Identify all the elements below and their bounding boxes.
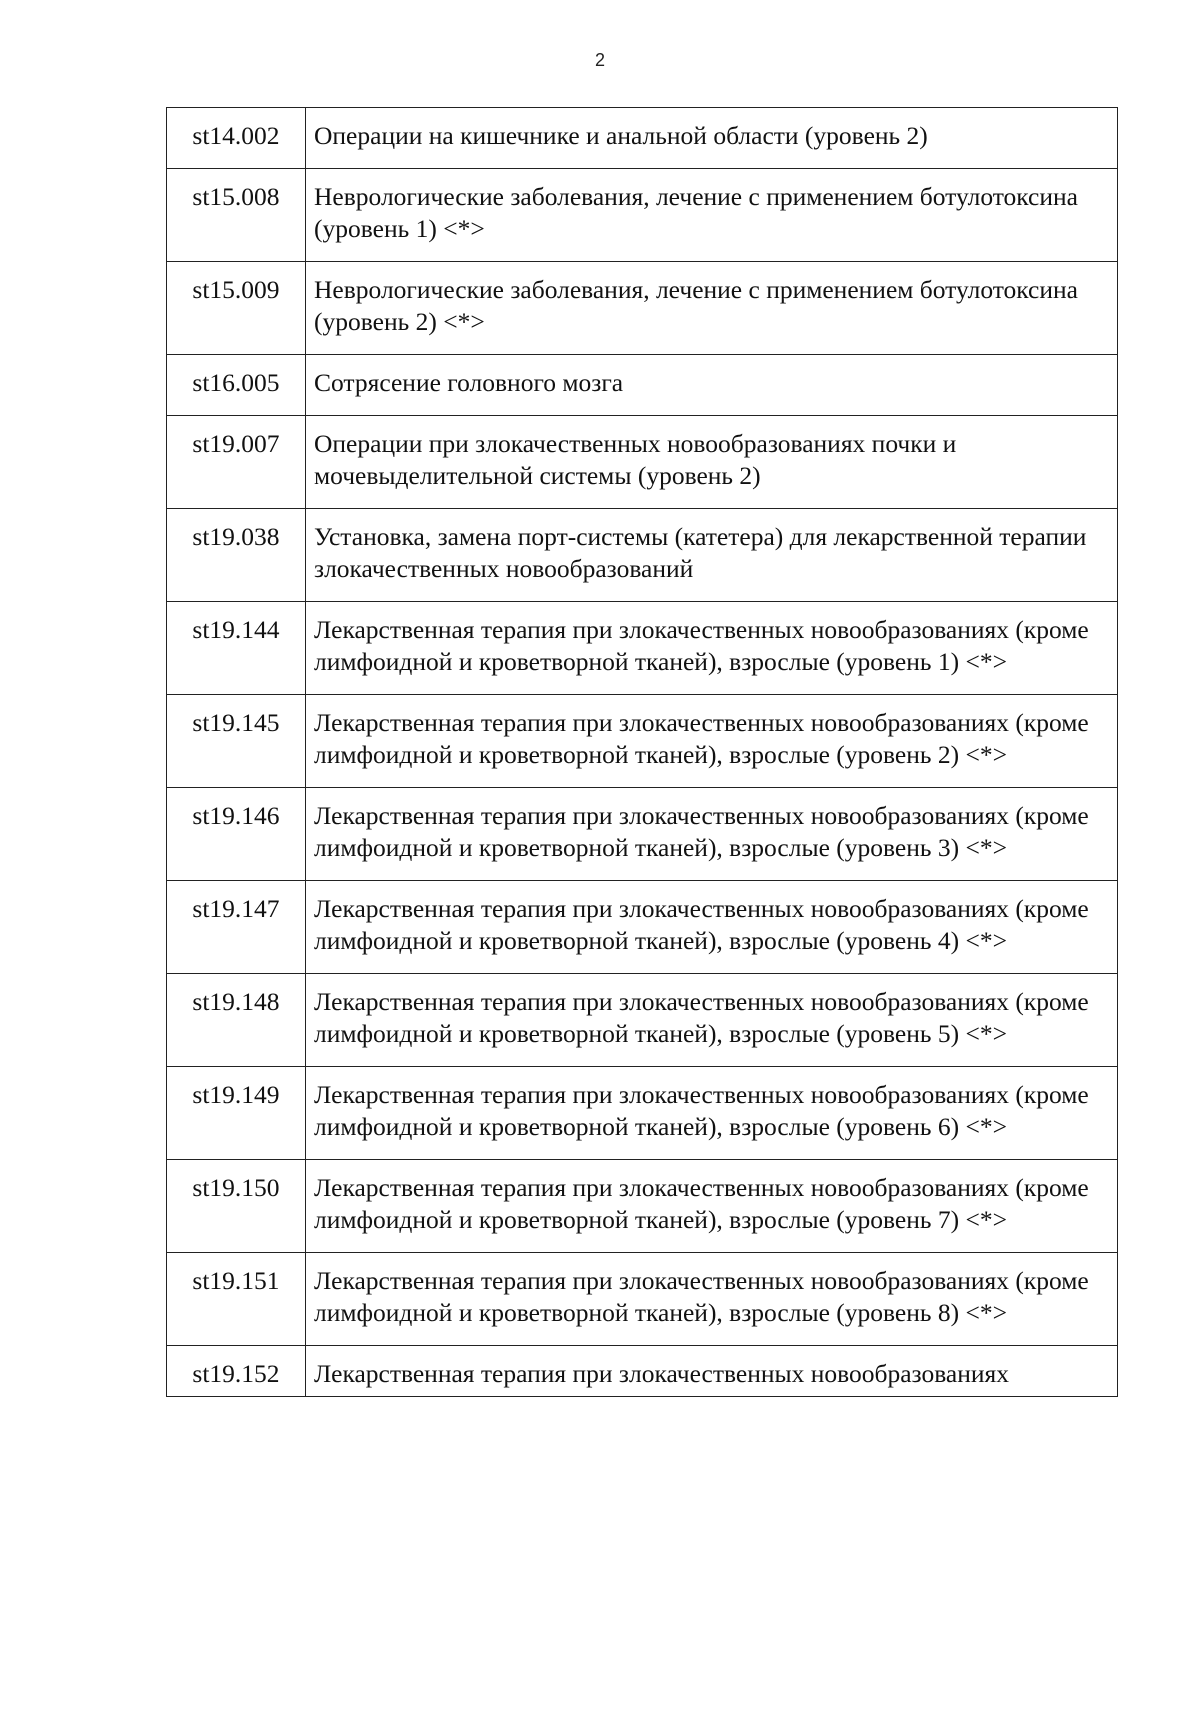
row-description: Операции на кишечнике и анальной области (уровень 2) bbox=[306, 108, 1118, 169]
row-code: st19.148 bbox=[167, 974, 306, 1067]
row-code: st19.147 bbox=[167, 881, 306, 974]
table-row bbox=[167, 262, 1118, 355]
row-description: Лекарственная терапия при злокачественных новообразованиях (кроме лимфоидной и кроветворной тканей), взрослые (уровень 8) <*> bbox=[306, 1253, 1118, 1346]
table-row bbox=[167, 1253, 1118, 1346]
row-code: st19.144 bbox=[167, 602, 306, 695]
row-code: st14.002 bbox=[167, 108, 306, 169]
table-row bbox=[167, 881, 1118, 974]
row-description: Лекарственная терапия при злокачественных новообразованиях (кроме лимфоидной и кроветворной тканей), взрослые (уровень 3) <*> bbox=[306, 788, 1118, 881]
table-row bbox=[167, 695, 1118, 788]
table-row bbox=[167, 974, 1118, 1067]
table-row bbox=[167, 416, 1118, 509]
row-code: st19.038 bbox=[167, 509, 306, 602]
table-row bbox=[167, 788, 1118, 881]
row-code: st19.007 bbox=[167, 416, 306, 509]
row-description: Лекарственная терапия при злокачественных новообразованиях (кроме лимфоидной и кроветворной тканей), взрослые (уровень 5) <*> bbox=[306, 974, 1118, 1067]
table-row bbox=[167, 602, 1118, 695]
table-row bbox=[167, 355, 1118, 416]
row-description: Лекарственная терапия при злокачественных новообразованиях (кроме лимфоидной и кроветворной тканей), взрослые (уровень 7) <*> bbox=[306, 1160, 1118, 1253]
table-row bbox=[167, 509, 1118, 602]
tariff-table bbox=[166, 107, 1118, 1397]
row-description: Операции при злокачественных новообразованиях почки и мочевыделительной системы (уровень 2) bbox=[306, 416, 1118, 509]
row-description: Неврологические заболевания, лечение с применением ботулотоксина (уровень 2) <*> bbox=[306, 262, 1118, 355]
page-number: 2 bbox=[594, 50, 605, 70]
table-row bbox=[167, 1346, 1118, 1397]
row-description: Сотрясение головного мозга bbox=[306, 355, 1118, 416]
row-code: st15.008 bbox=[167, 169, 306, 262]
row-code: st19.151 bbox=[167, 1253, 306, 1346]
row-code: st16.005 bbox=[167, 355, 306, 416]
row-code: st15.009 bbox=[167, 262, 306, 355]
table-row bbox=[167, 1067, 1118, 1160]
table-row bbox=[167, 169, 1118, 262]
row-description: Лекарственная терапия при злокачественных новообразованиях (кроме лимфоидной и кроветворной тканей), взрослые (уровень 4) <*> bbox=[306, 881, 1118, 974]
row-description: Лекарственная терапия при злокачественных новообразованиях (кроме лимфоидной и кроветворной тканей), взрослые (уровень 6) <*> bbox=[306, 1067, 1118, 1160]
row-code: st19.149 bbox=[167, 1067, 306, 1160]
table-row bbox=[167, 1160, 1118, 1253]
row-code: st19.146 bbox=[167, 788, 306, 881]
row-description: Лекарственная терапия при злокачественных новообразованиях (кроме лимфоидной и кроветворной тканей), взрослые (уровень 1) <*> bbox=[306, 602, 1118, 695]
table-row bbox=[167, 108, 1118, 169]
row-code: st19.150 bbox=[167, 1160, 306, 1253]
row-code: st19.145 bbox=[167, 695, 306, 788]
row-description: Лекарственная терапия при злокачественных новообразованиях (кроме лимфоидной и кроветворной тканей), взрослые (уровень 2) <*> bbox=[306, 695, 1118, 788]
row-description: Лекарственная терапия при злокачественных новообразованиях bbox=[306, 1346, 1118, 1397]
row-code: st19.152 bbox=[167, 1346, 306, 1397]
row-description: Неврологические заболевания, лечение с применением ботулотоксина (уровень 1) <*> bbox=[306, 169, 1118, 262]
row-description: Установка, замена порт-системы (катетера) для лекарственной терапии злокачественных новообразований bbox=[306, 509, 1118, 602]
